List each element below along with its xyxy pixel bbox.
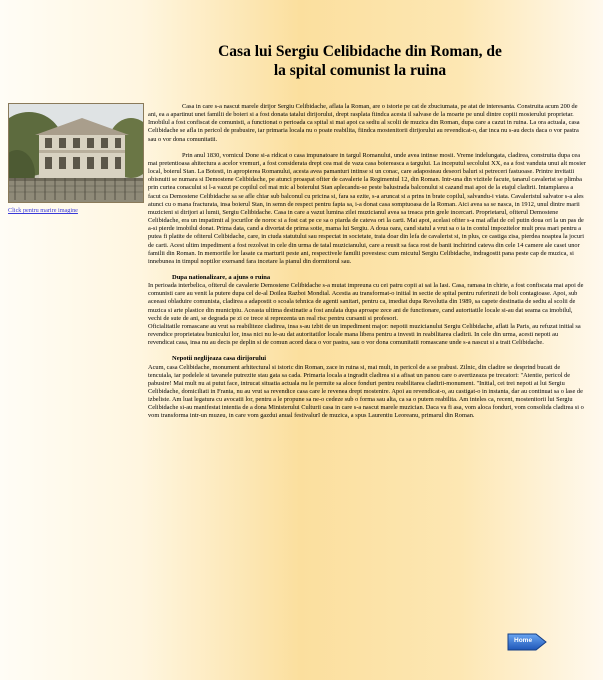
section-heading-neglect: Nepotii neglijeaza casa dirijorului xyxy=(172,355,267,363)
house-photo[interactable] xyxy=(8,103,144,203)
enlarge-image-link[interactable]: Click pentru marire imagine xyxy=(8,207,78,214)
paragraph-history: Prin anul 1830, vornicul Done si-a ridicat o casa impunatoare in targul Romanului, unde avea intinse mosii. Vreme indelungata, cladirea, construita dupa cea mai pretentioasa ahitectura a acelor vremuri, a fost considerata drept cea mai de vaza casa boiereasca a targului. La inceputul secolului XX, ea a fost vanduta unui alt mosier local, boierul Stan. La Botesti, in apropierea Romanului, acesta avea pamanturi intinse si un conac, care adaposteau deseori baluri si petreceri fastuoase. Printre invitatii obisnuiti se numara si Demostene Celibidache, pe atunci proaspat ofiter de cavalerie la Regimentul 12, din Roman. Intr-una din vizitele facute, tanarul cavalerist se plimba prin curtea conacului si l-a vazut pe copilul cel mai mic al boierului Stan aplecandu-se peste balustrada balconului si cazand mai apoi de la etajul cladirii. Intamplarea a facut ca Demostene Celibidache sa se afle chiar sub balconul cu pricina si, fara sa ezite, s-a aruncat si a prins in brate copilul, salvandu-i viata. Cavaleristul salvator s-a ales atunci cu o mana fracturata, insa boierul Stan, in semn de respect pentru fapta sa, i-a donat casa somptuoasa de la Roman. Aici avea sa se nasca, in 1912, unul dintre marii muzicieni si dirijori ai lumii, Sergiu Celibidache. Casa in care a vazut lumina zilei muzicianul avea sa treaca prin grele incercari. Proprietarul, ofiterul Demostene Celibidache, era un impatimit al jocurilor de noroc si a fost cat pe ce sa o piarda de cateva ori la carti. Mai apoi, acelasi ofiter s-a mai aflat de cel putin doua ori la un pas de a-si pierde imobilul donat. Prima data, cand a divortat de prima sotie, mama lui Sergiu. A doua oara, cand statul a vrut sa o ia in contul impozitelor mult prea mari pentru a putea fi platite de ofiterul Celibidache, care, in ciuda statutului sau respectat in societate, traia doar din lefa de cavalerist si, in plus, ce castiga zisa, pierdea noaptea la jocuri de carti. Acest ultim impediment a fost rezolvat in cele din urma de tatal muzicianului, care a reusit sa faca rost de banii inchirind cateva din cele 14 camere ale casei unor familii din Roman. In memoriile lor lasate ca marturii peste ani, respectivele familii povestesc cum micutul Sergiu Celibidache, indragostit pana peste cap de muzica, si innebunea in timpul noptilor exersand fara incetare la pianul din dormitorul sau. xyxy=(148,151,586,265)
section-heading-nationalization: Dupa nationalizare, a ajuns o ruina xyxy=(172,273,271,281)
page-title xyxy=(150,42,570,80)
home-button-label: Home xyxy=(514,637,533,644)
page-title-line-1: Casa lui Sergiu Celibidache din Roman, de xyxy=(218,43,502,60)
paragraph-summary: Imobilul a fost confiscat de comunisti, a functionat o perioada ca spital si mai apoi ca sediu al scolii de muzica din Roman, dupa care a cazut in ruina. La ora actuala, casa Celibidache se afla in pericol de prabusire, iar primaria locala nu o poate reabilita, fiindca mostenitorii dirijorului au revendicat-o, dar inca nu s-au decis daca o vor pastra sau o vor dona comunitatii. xyxy=(148,119,580,143)
article-body xyxy=(148,103,586,421)
page-title-line-2: la spital comunist la ruina xyxy=(273,62,447,79)
paragraph-nationalization: In perioada interbelica, ofiterul de cavalerie Demostene Celibidache s-a mutat impreuna cu cei patru copii ai sai la Iasi. Casa, ramasa in chirie, a fost confiscata mai apoi de comunisti care au venit la putere dupa cel de-al Doilea Razboi Mondial. Acestia au transformat-o initial in sectie de spital pentru ruferinzii de boli contagioase. Apoi, sub aceeasi obladuire comunista, cladirea a adapostit o scoala tehnica de agenti sanitari, pentru ca, imediat dupa Revolutia din 1989, sa capete destinatia de sediu al scolii de muzica si arte plastice din municipiu. Aceasta ultima destinatie a fost anulata dupa aproape zece ani de functionare, cand autoritatile locale si-au dat seama ca imobilul, vechi de sute de ani, se degrada pe zi ce trece si reprezenta un real risc pentru cursanti si profesori. xyxy=(148,282,584,322)
paragraph-neglect: Acum, casa Celibidache, monument arhitectural si istoric din Roman, zace in ruina si, mai mult, in pericol de a se prabusi. Zilnic, din cladire se desprind bucati de tencuiala, iar podelele si tavanele putrezite stau gata sa cada. Primaria locala a ingradit cladirea si a afisat un panou care o avertizeaza pe trecatori: "Atentie, pericol de pabusire! Mai mult nu ai putut face, intrucat situatia actuala nu le permite sa aloce fonduri pentru reabilitarea cladirii-monument. "Initial, cei trei nepoti ai lui Sergiu Celibidache, domiciliati in Franta, nu au vrut sa revendice casa care le revenea drept mostenire. Apoi au revendicat-o, au castigat-o in instanta, dar au continuat sa o lase de izbeliste. Am luat legatura cu avocatii lor, pentru a le propune sa ne-o cedeze sub o forma sau alta, ca sa o putem reabilita. Am inteles ca, recent, mostenitorii lui Sergiu Celibidache si-au manifestat intentia de a dona Ministerului Culturii casa in care s-a nascut marele muzician. Daca va fi asa, vom aloca fonduri, vom consolida cladirea si o vom transforma intr-un muzeu, in care vom gazdui anual festivalurI de muzica, a spus Laurentiu Leoreanu, primarul din Roman. xyxy=(148,363,584,420)
paragraph-intro: Casa in care s-a nascut marele dirijor Sergiu Celibidache, aflata la Roman, are o istorie pe cat de zbuciumata, pe atat de interesanta. Construita acum 200 de ani, ea a apartinut unei familii de boieri si a fost donata tatalui dirijorului, drept rasplata fiindca acesta il salvase de la moarte pe unul dintre copiii mosierului proprietar. xyxy=(148,103,578,119)
paragraph-heirs: Oficialitatile romascane au vrut sa reabiliteze cladirea, insa s-au izbit de un impediment major: nepotii muzicianului Sergiu Celibidache, aflati la Paris, au refuzat initial sa revendice proprietatea bunicului lor, insa nici nu le-au dat autoritatilor locale mana libera pentru a investi in reabilitarea cladirii. In cele din urma, acesti nepoti au revendicat casa, insa nu au decis pe deplin si de comun acord daca o vor pastra, sau o vor dona comunitatii romascane unde s-a nascut si a trait Celibidache. xyxy=(148,322,581,347)
house-photo-image xyxy=(9,104,143,202)
home-button[interactable] xyxy=(507,633,547,651)
